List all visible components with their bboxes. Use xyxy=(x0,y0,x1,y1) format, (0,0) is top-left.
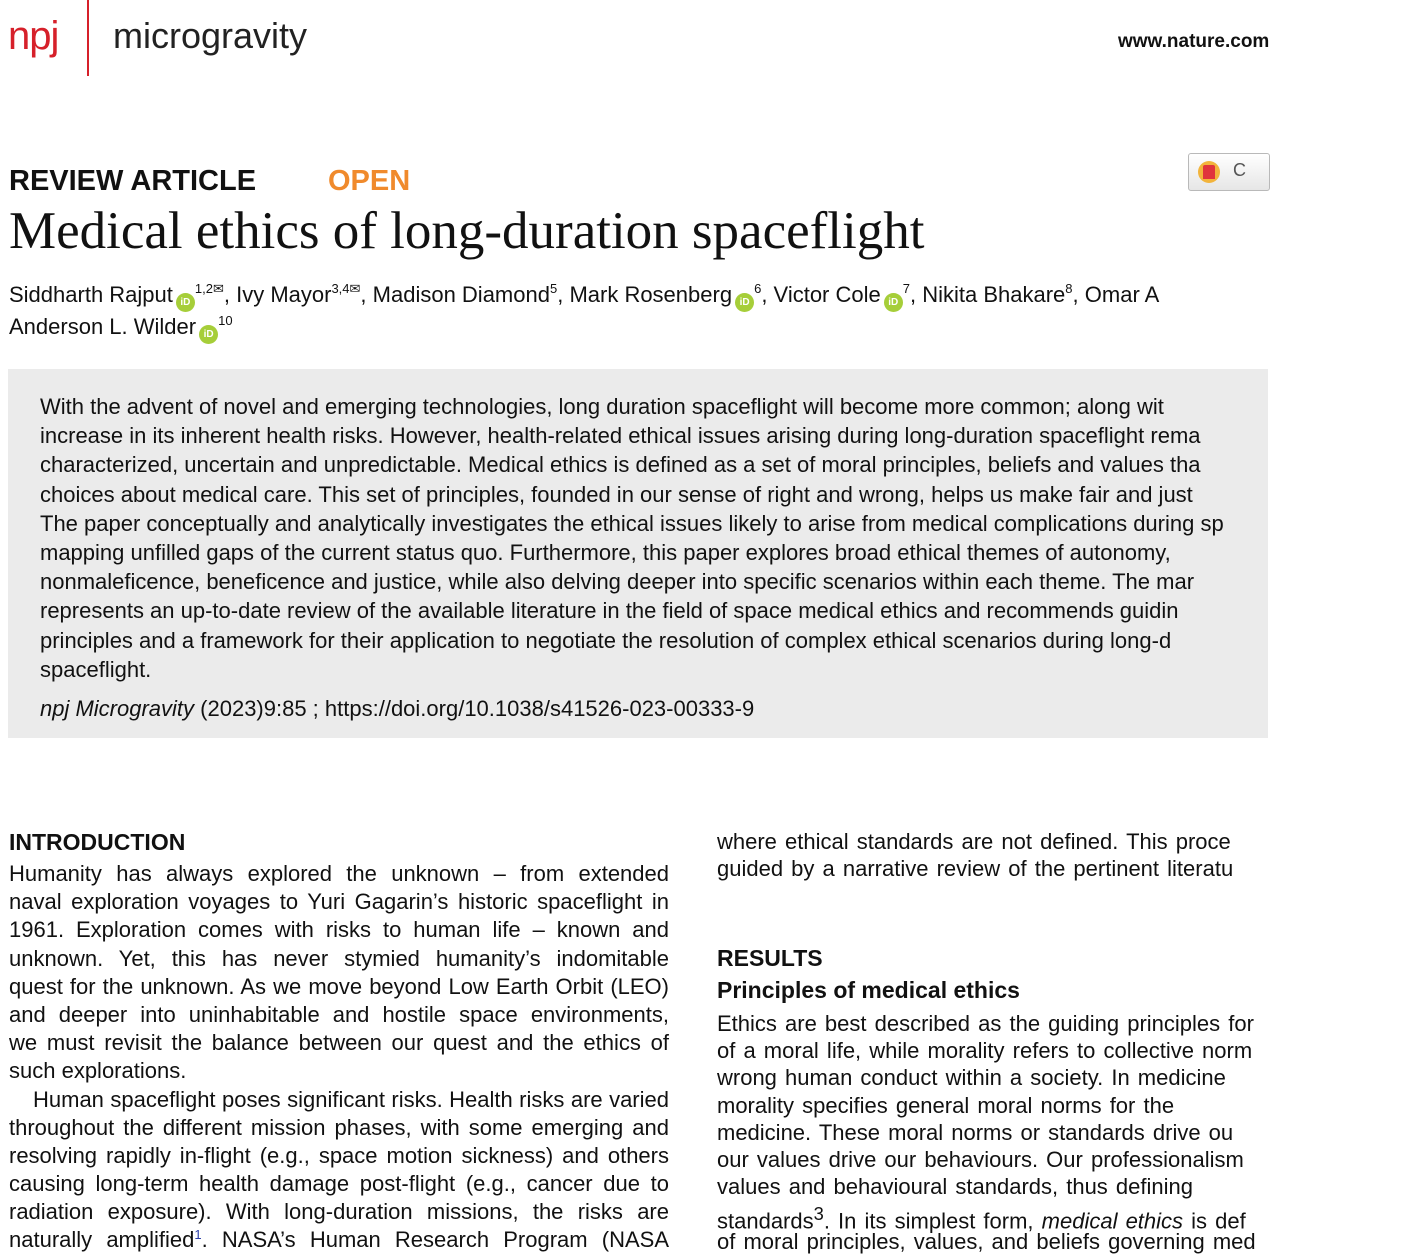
text-line: resolving rapidly in-flight (e.g., space motion sickness) and others xyxy=(9,1142,669,1168)
author-separator: , xyxy=(360,282,373,307)
text-line: such explorations. xyxy=(9,1058,187,1084)
author-name: Anderson L. Wilder xyxy=(9,314,197,339)
introduction-text xyxy=(9,860,669,1255)
text-line: where ethical standards are not defined. This proce xyxy=(717,829,1231,854)
abstract-line: choices about medical care. This set of principles, founded in our sense of right and wrong, helps us make fair and just xyxy=(40,481,1193,507)
author-name: Omar A xyxy=(1084,282,1160,307)
abstract-line: represents an up-to-date review of the available literature in the field of space medical ethics and recommends guidin xyxy=(40,598,1179,624)
orcid-icon: iD xyxy=(199,325,218,344)
text-line: Ethics are best described as the guiding principles for xyxy=(717,1011,1254,1036)
text-line: wrong human conduct within a society. In medicine xyxy=(717,1065,1226,1091)
abstract-line: With the advent of novel and emerging technologies, long duration spaceflight will become more common; along wit xyxy=(40,394,1164,419)
check-for-updates-button[interactable] xyxy=(1188,153,1270,191)
citation-doi[interactable]: (2023)9:85 ; https://doi.org/10.1038/s41526-023-00333-9 xyxy=(194,696,755,721)
text-line: Humanity has always explored the unknown – from extended xyxy=(9,861,669,886)
text-line: throughout the different mission phases, with some emerging and xyxy=(9,1114,669,1140)
principles-subheading: Principles of medical ethics xyxy=(717,977,1020,1003)
author-line xyxy=(9,280,1409,312)
orcid-icon: iD xyxy=(884,293,903,312)
text-line: our values drive our behaviours. Our professionalism xyxy=(717,1146,1244,1172)
text-line: guided by a narrative review of the pertinent literatu xyxy=(717,856,1234,882)
citation-journal: npj Microgravity xyxy=(40,696,195,721)
text-line: quest for the unknown. As we move beyond Low Earth Orbit (LEO) xyxy=(9,973,669,999)
author[interactable] xyxy=(922,282,1072,307)
reference-link: 3 xyxy=(813,1203,824,1225)
right-column-top-text xyxy=(717,828,1337,882)
text-line: radiation exposure). With long-duration missions, the risks are xyxy=(9,1199,669,1225)
text-line: and deeper into uninhabitable and hostile space environments, xyxy=(9,1001,669,1027)
journal-name: microgravity xyxy=(113,15,308,56)
author-affiliation: 3,4✉ xyxy=(331,281,361,296)
results-heading: RESULTS xyxy=(717,945,823,971)
text-line: causing long-term health damage post-flight (e.g., cancer due to xyxy=(9,1171,669,1197)
author-name: Siddharth Rajput xyxy=(9,282,173,307)
author-name: Madison Diamond xyxy=(372,282,550,307)
open-access-badge: OPEN xyxy=(328,165,411,197)
author-separator: , xyxy=(223,282,237,307)
author-line xyxy=(9,312,1409,344)
author[interactable] xyxy=(9,314,233,339)
npj-logo: npj xyxy=(8,14,59,58)
text-line: unknown. Yet, this has never stymied humanity’s indomitable xyxy=(9,945,669,971)
orcid-icon: iD xyxy=(176,293,195,312)
article-title: Medical ethics of long-duration spaceflight xyxy=(9,202,925,260)
author-affiliation: 1,2✉ xyxy=(194,281,224,296)
abstract-line: spaceflight. xyxy=(40,656,152,682)
citation xyxy=(40,696,754,722)
author[interactable] xyxy=(373,282,558,307)
author[interactable] xyxy=(236,282,360,307)
author-name: Nikita Bhakare xyxy=(922,282,1066,307)
site-url[interactable]: www.nature.com xyxy=(1118,31,1270,52)
text-line: we must revisit the balance between our quest and the ethics of xyxy=(9,1030,669,1056)
abstract-text xyxy=(40,392,1340,684)
principles-text xyxy=(717,1010,1337,1255)
author-list xyxy=(9,280,1409,344)
crossmark-icon xyxy=(1198,161,1220,183)
text-line: of a moral life, while morality refers to collective norm xyxy=(717,1038,1253,1064)
author-affiliation: 7 xyxy=(902,281,910,296)
logo-divider xyxy=(87,0,89,76)
check-button-label: C xyxy=(1233,160,1246,180)
abstract-line: characterized, uncertain and unpredictable. Medical ethics is defined as a set of moral principles, beliefs and values tha xyxy=(40,452,1201,478)
text-line: morality specifies general moral norms for the xyxy=(717,1092,1175,1118)
orcid-icon: iD xyxy=(735,293,754,312)
reference-link: 1 xyxy=(194,1227,202,1243)
text-line: naturally amplified$^1$. NASA’s Human Research Program (NASA xyxy=(9,1227,670,1253)
abstract-box xyxy=(8,369,1268,738)
author[interactable] xyxy=(1085,282,1160,307)
author-separator: , xyxy=(909,282,923,307)
abstract-line: increase in its inherent health risks. However, health-related ethical issues arising during long-duration spaceflight rema xyxy=(40,423,1201,449)
author[interactable] xyxy=(569,282,761,307)
author-affiliation: 10 xyxy=(218,313,233,328)
text-line: Human spaceflight poses significant risks. Health risks are varied xyxy=(33,1086,669,1112)
text-line: naval exploration voyages to Yuri Gagarin’s historic spaceflight in xyxy=(9,889,669,915)
author-separator: , xyxy=(557,282,570,307)
author-name: Victor Cole xyxy=(773,282,881,307)
text-line: medicine. These moral norms or standards drive ou xyxy=(717,1119,1234,1145)
author-affiliation: 8 xyxy=(1065,281,1073,296)
author-name: Ivy Mayor xyxy=(236,282,332,307)
abstract-line: principles and a framework for their application to negotiate the resolution of complex ethical scenarios during long-d xyxy=(40,627,1172,653)
author[interactable] xyxy=(9,282,224,307)
author-separator: , xyxy=(1072,282,1085,307)
abstract-line: mapping unfilled gaps of the current status quo. Furthermore, this paper explores broad ethical themes of autonomy, xyxy=(40,540,1171,566)
text-line: 1961. Exploration comes with risks to human life – known and xyxy=(9,917,669,943)
author[interactable] xyxy=(774,282,910,307)
author-affiliation: 5 xyxy=(549,281,558,296)
article-type: REVIEW ARTICLE xyxy=(9,165,257,197)
introduction-heading: INTRODUCTION xyxy=(9,829,186,855)
author-affiliation: 6 xyxy=(754,281,762,296)
author-name: Mark Rosenberg xyxy=(569,282,733,307)
emphasis-term: medical ethics xyxy=(1041,1208,1184,1234)
text-line: values and behavioural standards, thus defining xyxy=(717,1174,1193,1200)
author-separator: , xyxy=(761,282,774,307)
text-line: of moral principles, values, and beliefs governing med xyxy=(717,1228,1256,1254)
text-line: standards$^3$. In its simplest form, medical ethics is def xyxy=(717,1203,1246,1234)
abstract-line: nonmaleficence, beneficence and justice, while also delving deeper into specific scenarios within each theme. The mar xyxy=(40,569,1195,595)
abstract-line: The paper conceptually and analytically investigates the ethical issues likely to arise from medical complications during sp xyxy=(40,510,1224,536)
